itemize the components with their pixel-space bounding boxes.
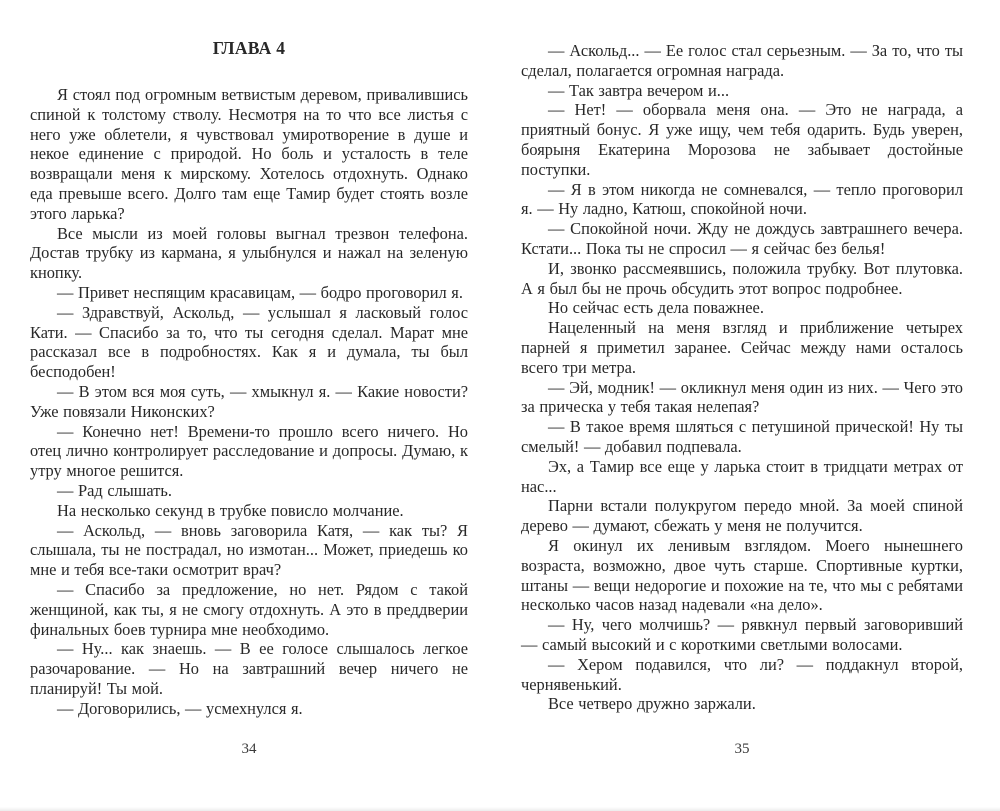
paragraph: — Привет неспящим красавицам, — бодро проговорил я. (57, 282, 463, 302)
paragraph: — Рад слышать. (57, 480, 172, 500)
paragraph: — Ну, чего молчишь? — рявкнул первый заговоривший — самый высокий и с короткими светлыми волосами. (521, 615, 963, 654)
chapter-title: ГЛАВА 4 (212, 38, 286, 58)
paragraph: — Нет! — оборвала меня она. — Это не награда, а приятный бонус. Я уже ищу, чем тебя одарить. Будь уверен, боярыня Екатерина Морозова не забывает достойные поступки. (521, 100, 963, 179)
paragraph: И, звонко рассмеявшись, положила трубку. Вот плутовка. А я был бы не прочь обсудить этот вопрос подробнее. (521, 258, 963, 298)
page-number-right: 35 (734, 741, 750, 757)
paragraph: Но сейчас есть дела поважнее. (548, 298, 764, 318)
paragraph: Все четверо дружно заржали. (548, 694, 756, 714)
left-page-text (30, 85, 468, 719)
paragraph: — Спокойной ночи. Жду не дождусь завтрашнего вечера. Кстати... Пока ты не спросил — я сейчас без белья! (521, 219, 963, 258)
paragraph: Я стоял под огромным ветвистым деревом, привалившись спиной к толстому стволу. Несмотря на то что все листья с него уже облетели, я чувствовал умиротворение в душе и некое единение с природой. Но боль и усталость в теле возвращали меня к мирскому. Хотелось отдохнуть. Однако еда превыше всего. Долго там еще Тамир будет стоять возле этого ларька? (30, 85, 468, 223)
paragraph: — Конечно нет! Времени-то прошло всего ничего. Но отец лично контролирует расследование и допросы. Думаю, к утру многое решится. (30, 421, 468, 481)
right-page (521, 41, 963, 714)
page-number-left: 34 (241, 741, 257, 757)
paragraph: — Эй, модник! — окликнул меня один из них. — Чего это за прическа у тебя такая нелепая? (521, 377, 963, 417)
paragraph: — Я в этом никогда не сомневался, — тепло проговорил я. — Ну ладно, Катюш, спокойной ночи. (521, 179, 963, 219)
scan-bottom-edge (0, 807, 1000, 811)
paragraph: — Спасибо за предложение, но нет. Рядом с такой женщиной, как ты, я не смогу отдохнуть. А это в преддверии финальных боев турнира мне необходимо. (30, 579, 468, 639)
paragraph: На несколько секунд в трубке повисло молчание. (57, 500, 404, 520)
paragraph: — Хером подавился, что ли? — поддакнул второй, чернявенький. (521, 654, 963, 694)
paragraph: — Аскольд, — вновь заговорила Катя, — как ты? Я слышала, ты не пострадал, но измотан... Может, приедешь ко мне и тебя все-таки осмотрит врач? (30, 520, 468, 580)
paragraph: — Здравствуй, Аскольд, — услышал я ласковый голос Кати. — Спасибо за то, что ты сегодня сделал. Марат мне рассказал все в подробностях. Как я и думала, ты был бесподобен! (30, 302, 468, 382)
paragraph: — Ну... как знаешь. — В ее голосе слышалось легкое разочарование. — Но на завтрашний вечер ничего не планируй! Ты мой. (30, 639, 468, 698)
paragraph: Нацеленный на меня взгляд и приближение четырех парней я приметил заранее. Сейчас между нами осталось всего три метра. (521, 318, 963, 377)
paragraph: — Так завтра вечером и... (548, 80, 730, 100)
paragraph: Парни встали полукругом передо мной. За моей спиной дерево — думают, сбежать у меня не получится. (521, 496, 963, 536)
paragraph: — Договорились, — усмехнулся я. (57, 698, 303, 718)
paragraph: Я окинул их ленивым взглядом. Моего нынешнего возраста, возможно, двое чуть старше. Спортивные куртки, штаны — вещи недорогие и похожие на те, что мы с ребятами несколько часов назад надевали «на дело». (521, 535, 963, 615)
paragraph: — В такое время шляться с петушиной прической! Ну ты смелый! — добавил подпевала. (521, 417, 963, 456)
right-page-text (521, 41, 963, 714)
paragraph: Все мысли из моей головы выгнал трезвон телефона. Достав трубку из кармана, я улыбнулся и нажал на зеленую кнопку. (30, 223, 468, 283)
paragraph: — Аскольд... — Ее голос стал серьезным. — За то, что ты сделал, полагается огромная награда. (521, 41, 963, 80)
left-page (30, 38, 468, 719)
paragraph: — В этом вся моя суть, — хмыкнул я. — Какие новости? Уже повязали Никонских? (30, 381, 468, 421)
paragraph: Эх, а Тамир все еще у ларька стоит в тридцати метрах от нас... (521, 456, 963, 496)
